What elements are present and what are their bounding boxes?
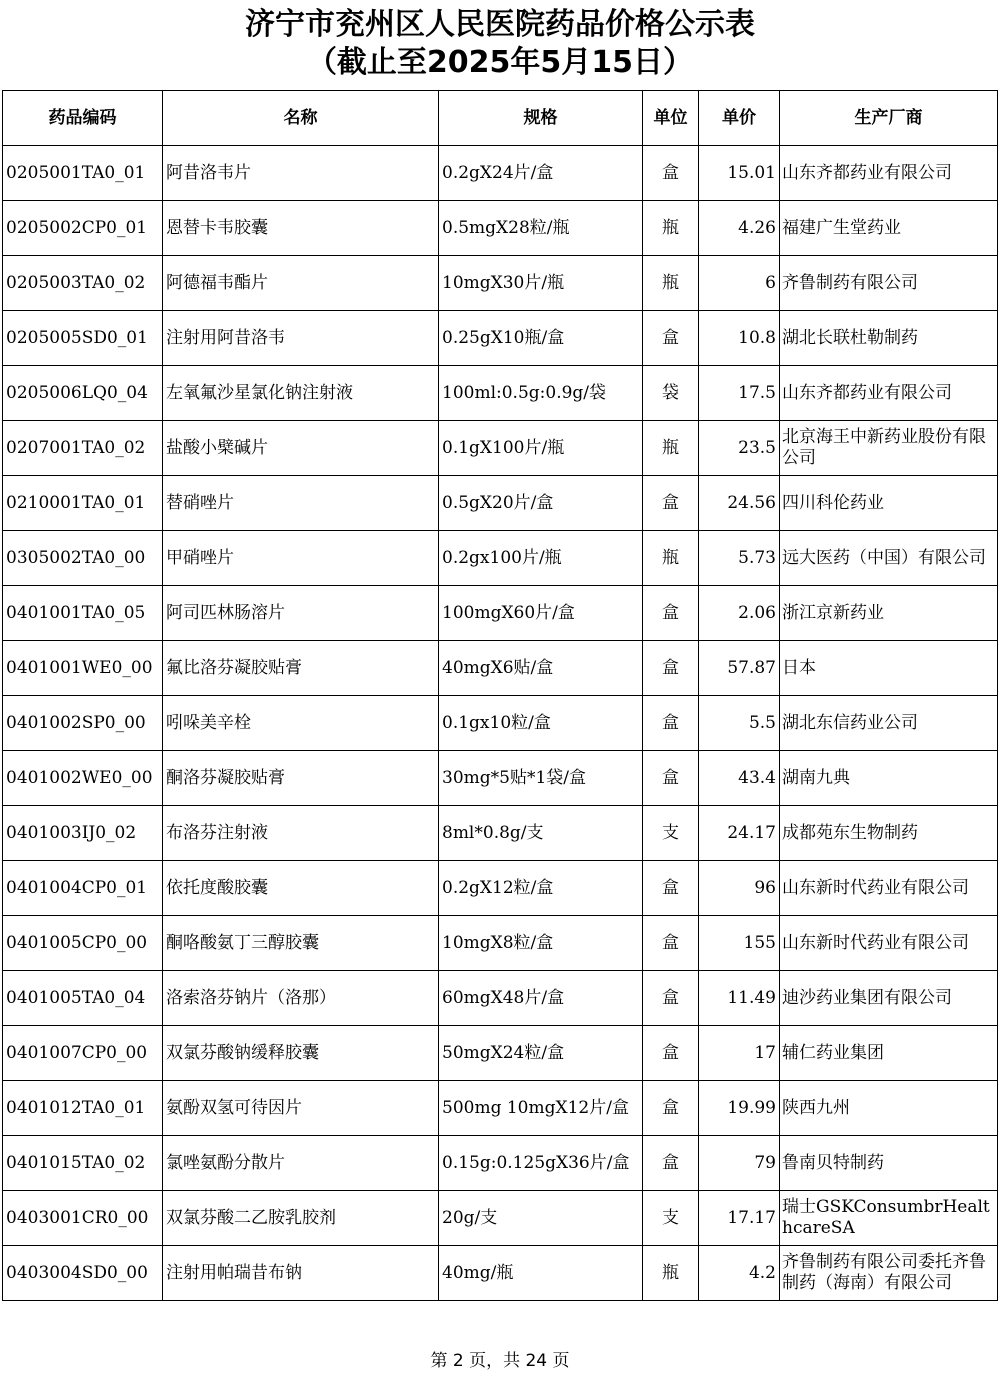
drug-spec-cell: 50mgX24粒/盒 <box>439 1026 643 1081</box>
drug-manufacturer-cell: 四川科伦药业 <box>780 476 998 531</box>
drug-code-cell: 0205002CP0_01 <box>3 201 163 256</box>
drug-manufacturer-cell: 山东新时代药业有限公司 <box>780 916 998 971</box>
drug-unit-cell: 盒 <box>643 1026 699 1081</box>
table-row <box>3 751 998 806</box>
table-row <box>3 861 998 916</box>
drug-name-cell: 左氧氟沙星氯化钠注射液 <box>163 366 439 421</box>
drug-price-cell: 10.8 <box>699 311 780 366</box>
drug-unit-cell: 盒 <box>643 146 699 201</box>
drug-name-cell: 布洛芬注射液 <box>163 806 439 861</box>
drug-unit-cell: 支 <box>643 806 699 861</box>
drug-manufacturer-cell: 成都苑东生物制药 <box>780 806 998 861</box>
drug-code-cell: 0205005SD0_01 <box>3 311 163 366</box>
drug-price-cell: 17.17 <box>699 1191 780 1246</box>
table-row <box>3 146 998 201</box>
drug-code-cell: 0207001TA0_02 <box>3 421 163 476</box>
drug-unit-cell: 盒 <box>643 311 699 366</box>
drug-price-cell: 17.5 <box>699 366 780 421</box>
drug-price-cell: 11.49 <box>699 971 780 1026</box>
table-row <box>3 1191 998 1246</box>
drug-manufacturer-cell: 山东齐都药业有限公司 <box>780 146 998 201</box>
drug-code-cell: 0401002WE0_00 <box>3 751 163 806</box>
drug-price-cell: 96 <box>699 861 780 916</box>
drug-code-cell: 0401003IJ0_02 <box>3 806 163 861</box>
drug-unit-cell: 盒 <box>643 1136 699 1191</box>
drug-name-cell: 阿德福韦酯片 <box>163 256 439 311</box>
drug-spec-cell: 100ml:0.5g:0.9g/袋 <box>439 366 643 421</box>
drug-name-cell: 洛索洛芬钠片（洛那） <box>163 971 439 1026</box>
drug-manufacturer-cell: 远大医药（中国）有限公司 <box>780 531 998 586</box>
page-title: 济宁市兖州区人民医院药品价格公示表 <box>245 7 755 42</box>
drug-price-cell: 15.01 <box>699 146 780 201</box>
drug-spec-cell: 0.15g:0.125gX36片/盒 <box>439 1136 643 1191</box>
drug-spec-cell: 0.2gX12粒/盒 <box>439 861 643 916</box>
drug-name-cell: 依托度酸胶囊 <box>163 861 439 916</box>
drug-unit-cell: 盒 <box>643 641 699 696</box>
drug-price-cell: 4.2 <box>699 1246 780 1301</box>
drug-manufacturer-cell: 山东齐都药业有限公司 <box>780 366 998 421</box>
drug-manufacturer-cell: 湖北东信药业公司 <box>780 696 998 751</box>
drug-code-cell: 0403001CR0_00 <box>3 1191 163 1246</box>
drug-manufacturer-cell: 齐鲁制药有限公司委托齐鲁制药（海南）有限公司 <box>780 1246 998 1301</box>
drug-code-cell: 0305002TA0_00 <box>3 531 163 586</box>
drug-price-cell: 2.06 <box>699 586 780 641</box>
drug-code-cell: 0401004CP0_01 <box>3 861 163 916</box>
drug-name-cell: 注射用帕瑞昔布钠 <box>163 1246 439 1301</box>
drug-manufacturer-cell: 瑞士GSKConsumbrHealthcareSA <box>780 1191 998 1246</box>
page-subtitle-date: （截止至2025年5月15日） <box>306 45 694 80</box>
drug-unit-cell: 盒 <box>643 696 699 751</box>
drug-spec-cell: 30mg*5贴*1袋/盒 <box>439 751 643 806</box>
drug-price-cell: 6 <box>699 256 780 311</box>
table-row <box>3 366 998 421</box>
drug-price-cell: 155 <box>699 916 780 971</box>
table-row <box>3 586 998 641</box>
drug-price-cell: 79 <box>699 1136 780 1191</box>
table-row <box>3 1081 998 1136</box>
drug-spec-cell: 0.5mgX28粒/瓶 <box>439 201 643 256</box>
drug-unit-cell: 袋 <box>643 366 699 421</box>
drug-code-cell: 0210001TA0_01 <box>3 476 163 531</box>
drug-name-cell: 盐酸小檗碱片 <box>163 421 439 476</box>
header-name: 名称 <box>163 91 439 146</box>
drug-manufacturer-cell: 北京海王中新药业股份有限公司 <box>780 421 998 476</box>
drug-unit-cell: 盒 <box>643 586 699 641</box>
table-row <box>3 1026 998 1081</box>
table-row <box>3 476 998 531</box>
drug-name-cell: 酮洛芬凝胶贴膏 <box>163 751 439 806</box>
drug-spec-cell: 40mg/瓶 <box>439 1246 643 1301</box>
drug-price-cell: 24.17 <box>699 806 780 861</box>
drug-code-cell: 0401002SP0_00 <box>3 696 163 751</box>
drug-price-cell: 43.4 <box>699 751 780 806</box>
drug-spec-cell: 0.25gX10瓶/盒 <box>439 311 643 366</box>
table-row <box>3 971 998 1026</box>
drug-spec-cell: 500mg 10mgX12片/盒 <box>439 1081 643 1136</box>
drug-manufacturer-cell: 迪沙药业集团有限公司 <box>780 971 998 1026</box>
drug-unit-cell: 盒 <box>643 971 699 1026</box>
drug-manufacturer-cell: 鲁南贝特制药 <box>780 1136 998 1191</box>
header-price: 单价 <box>699 91 780 146</box>
drug-spec-cell: 0.1gX100片/瓶 <box>439 421 643 476</box>
drug-name-cell: 阿昔洛韦片 <box>163 146 439 201</box>
page-number: 第 2 页，共 24 页 <box>430 1351 570 1371</box>
header-spec: 规格 <box>439 91 643 146</box>
drug-code-cell: 0401015TA0_02 <box>3 1136 163 1191</box>
table-row <box>3 311 998 366</box>
table-row <box>3 1246 998 1301</box>
drug-code-cell: 0401001WE0_00 <box>3 641 163 696</box>
table-row <box>3 641 998 696</box>
drug-manufacturer-cell: 齐鲁制药有限公司 <box>780 256 998 311</box>
drug-unit-cell: 瓶 <box>643 256 699 311</box>
drug-code-cell: 0401005CP0_00 <box>3 916 163 971</box>
drug-unit-cell: 瓶 <box>643 201 699 256</box>
drug-code-cell: 0403004SD0_00 <box>3 1246 163 1301</box>
drug-unit-cell: 瓶 <box>643 1246 699 1301</box>
drug-manufacturer-cell: 陕西九州 <box>780 1081 998 1136</box>
drug-code-cell: 0401005TA0_04 <box>3 971 163 1026</box>
drug-name-cell: 双氯芬酸钠缓释胶囊 <box>163 1026 439 1081</box>
drug-price-cell: 24.56 <box>699 476 780 531</box>
drug-unit-cell: 支 <box>643 1191 699 1246</box>
drug-spec-cell: 60mgX48片/盒 <box>439 971 643 1026</box>
drug-name-cell: 氟比洛芬凝胶贴膏 <box>163 641 439 696</box>
header-manufacturer: 生产厂商 <box>780 91 998 146</box>
table-header-row <box>3 91 998 146</box>
drug-name-cell: 恩替卡韦胶囊 <box>163 201 439 256</box>
table-row <box>3 916 998 971</box>
drug-price-cell: 57.87 <box>699 641 780 696</box>
drug-code-cell: 0205001TA0_01 <box>3 146 163 201</box>
price-table <box>2 90 998 1301</box>
drug-manufacturer-cell: 辅仁药业集团 <box>780 1026 998 1081</box>
drug-price-cell: 17 <box>699 1026 780 1081</box>
drug-unit-cell: 盒 <box>643 861 699 916</box>
drug-manufacturer-cell: 浙江京新药业 <box>780 586 998 641</box>
drug-manufacturer-cell: 湖北长联杜勒制药 <box>780 311 998 366</box>
table-row <box>3 1136 998 1191</box>
drug-code-cell: 0401012TA0_01 <box>3 1081 163 1136</box>
drug-unit-cell: 盒 <box>643 1081 699 1136</box>
drug-spec-cell: 0.5gX20片/盒 <box>439 476 643 531</box>
drug-name-cell: 氨酚双氢可待因片 <box>163 1081 439 1136</box>
drug-spec-cell: 10mgX8粒/盒 <box>439 916 643 971</box>
table-row <box>3 421 998 476</box>
drug-price-cell: 5.5 <box>699 696 780 751</box>
drug-unit-cell: 瓶 <box>643 421 699 476</box>
drug-spec-cell: 40mgX6贴/盒 <box>439 641 643 696</box>
drug-name-cell: 吲哚美辛栓 <box>163 696 439 751</box>
table-row <box>3 531 998 586</box>
drug-name-cell: 注射用阿昔洛韦 <box>163 311 439 366</box>
drug-spec-cell: 0.2gx100片/瓶 <box>439 531 643 586</box>
drug-name-cell: 替硝唑片 <box>163 476 439 531</box>
drug-unit-cell: 瓶 <box>643 531 699 586</box>
table-row <box>3 256 998 311</box>
drug-manufacturer-cell: 日本 <box>780 641 998 696</box>
drug-name-cell: 酮咯酸氨丁三醇胶囊 <box>163 916 439 971</box>
drug-code-cell: 0205006LQ0_04 <box>3 366 163 421</box>
drug-code-cell: 0401001TA0_05 <box>3 586 163 641</box>
drug-price-cell: 4.26 <box>699 201 780 256</box>
drug-name-cell: 氯唑氨酚分散片 <box>163 1136 439 1191</box>
drug-name-cell: 甲硝唑片 <box>163 531 439 586</box>
drug-code-cell: 0205003TA0_02 <box>3 256 163 311</box>
header-code: 药品编码 <box>3 91 163 146</box>
drug-spec-cell: 8ml*0.8g/支 <box>439 806 643 861</box>
drug-spec-cell: 20g/支 <box>439 1191 643 1246</box>
drug-name-cell: 阿司匹林肠溶片 <box>163 586 439 641</box>
drug-manufacturer-cell: 湖南九典 <box>780 751 998 806</box>
drug-unit-cell: 盒 <box>643 476 699 531</box>
drug-unit-cell: 盒 <box>643 916 699 971</box>
drug-spec-cell: 10mgX30片/瓶 <box>439 256 643 311</box>
table-row <box>3 806 998 861</box>
table-row <box>3 696 998 751</box>
drug-spec-cell: 100mgX60片/盒 <box>439 586 643 641</box>
header-unit: 单位 <box>643 91 699 146</box>
drug-price-cell: 5.73 <box>699 531 780 586</box>
drug-name-cell: 双氯芬酸二乙胺乳胶剂 <box>163 1191 439 1246</box>
drug-unit-cell: 盒 <box>643 751 699 806</box>
drug-price-cell: 23.5 <box>699 421 780 476</box>
drug-spec-cell: 0.1gx10粒/盒 <box>439 696 643 751</box>
drug-manufacturer-cell: 山东新时代药业有限公司 <box>780 861 998 916</box>
drug-spec-cell: 0.2gX24片/盒 <box>439 146 643 201</box>
drug-manufacturer-cell: 福建广生堂药业 <box>780 201 998 256</box>
drug-price-cell: 19.99 <box>699 1081 780 1136</box>
drug-code-cell: 0401007CP0_00 <box>3 1026 163 1081</box>
table-row <box>3 201 998 256</box>
